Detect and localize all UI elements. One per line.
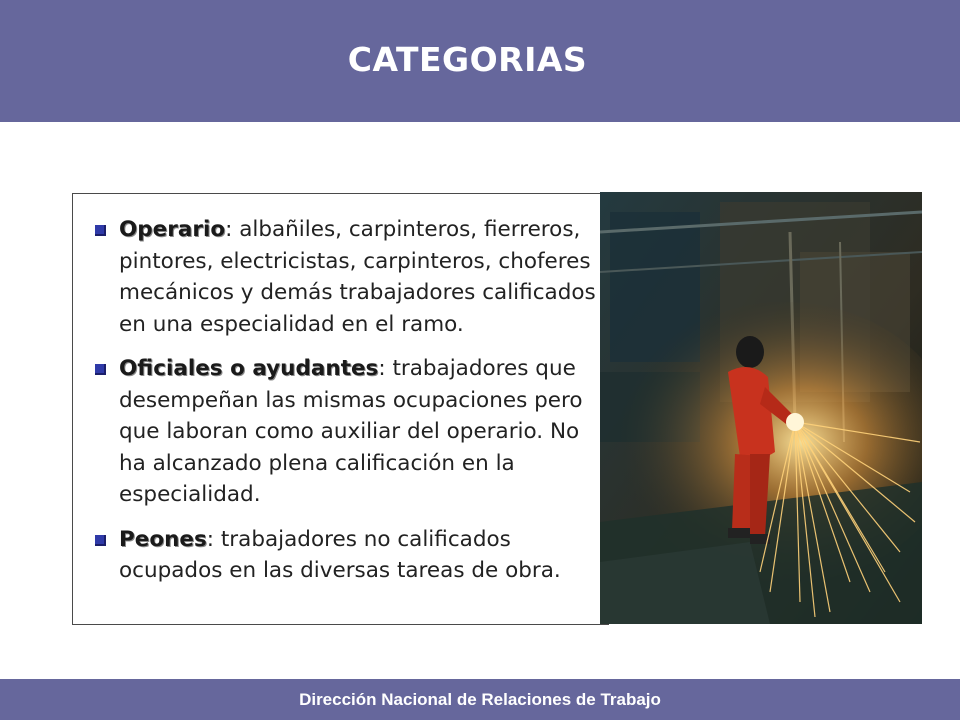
footer-bar [0, 679, 960, 720]
welder-illustration [600, 192, 922, 624]
bullet-square-icon [95, 225, 106, 236]
term-colon: : [206, 526, 215, 552]
term-label: Oficiales o ayudantes [119, 356, 379, 381]
term-description: trabajadores no calificados ocupados en las diversas tareas de obra. [119, 526, 561, 583]
term-description: albañiles, carpinteros, fierreros, pintores, electricistas, carpinteros, choferes mecánicos y demás trabajadores calificados en una especialidad en el ramo. [119, 217, 596, 337]
content-box [72, 193, 609, 625]
term-label: Peones [119, 526, 207, 552]
bullet-square-icon [95, 535, 106, 546]
header-bar [0, 0, 960, 122]
welder-photo [600, 192, 922, 624]
bullet-item-peones [85, 524, 605, 587]
term-colon: : [378, 356, 386, 381]
bullet-item-operario [85, 214, 605, 340]
footer-text: Dirección Nacional de Relaciones de Trabajo [299, 690, 661, 709]
bullet-item-oficiales [85, 353, 605, 511]
term-description: trabajadores que desempeñan las mismas ocupaciones pero que laboran como auxiliar del operario. No ha alcanzado plena calificación en la especialidad. [119, 356, 583, 507]
term-label: Operario [119, 217, 226, 242]
slide-title: CATEGORIAS [347, 40, 588, 79]
term-colon: : [225, 217, 233, 242]
bullet-list [85, 214, 605, 600]
bullet-square-icon [95, 364, 106, 375]
